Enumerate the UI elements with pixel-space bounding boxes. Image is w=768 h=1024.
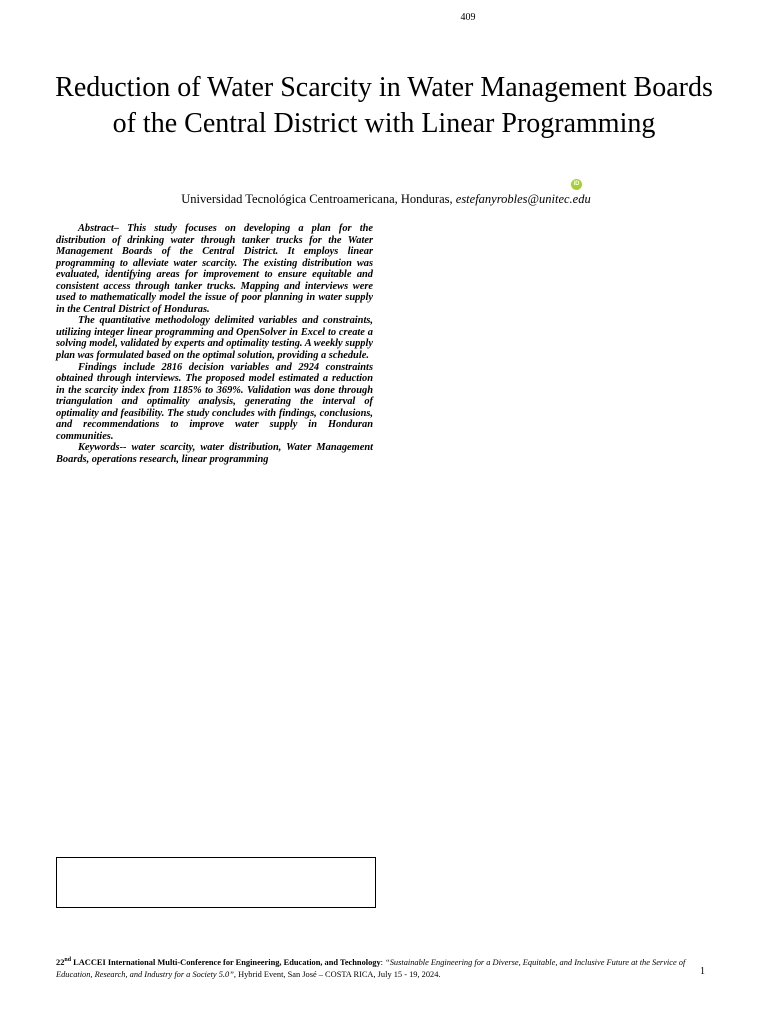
conference-theme: “Sustainable Engineering for a Diverse, Equitable, and Inclusive Future at the Service of Education, Research, and Industry for a Society 5.0”: [56, 957, 686, 979]
footnote-box: [56, 857, 376, 908]
conference-event-details: , Hybrid Event, San José – COSTA RICA, July 15 - 19, 2024.: [233, 969, 441, 979]
paper-title: Reduction of Water Scarcity in Water Management Boards of the Central District with Linear Programming: [55, 72, 713, 139]
page-number: 409: [460, 12, 476, 23]
conference-footer: [56, 954, 716, 981]
abstract-paragraph-2: The quantitative methodology delimited variables and constraints, utilizing integer linear programming and OpenSolver in Excel to create a solving model, validated by experts and optimality testing. A weekly supply plan was formulated based on the optimal solution, providing a schedule.: [56, 315, 373, 362]
footer-page-number: 1: [700, 966, 705, 977]
conference-title: LACCEI International Multi-Conference for Engineering, Education, and Technology: [71, 957, 381, 967]
footer-colon: :: [380, 957, 386, 967]
abstract-paragraph-1: Abstract– This study focuses on developing a plan for the distribution of drinking water through tanker trucks for the Water Management Boards of the Central District. It employs linear programming to alleviate water scarcity. The existing distribution was evaluated, identifying areas for improvement to ensure equitable and consistent access through tanker trucks. Mapping and interviews were used to mathematically model the issue of poor planning in water supply in the Central District of Honduras.: [56, 223, 373, 315]
author-affiliation: [0, 192, 768, 207]
abstract-section: [56, 223, 373, 465]
abstract-paragraph-3: Findings include 2816 decision variables and 2924 constraints obtained through interviews. The proposed model estimated a reduction in the scarcity index from 1185% to 369%. Validation was done through triangulation and optimality analysis, generating the interval of optimality and feasibility. The study concludes with findings, conclusions, and recommendations to improve water supply in Honduran communities.: [56, 361, 373, 442]
footer-conference-name: [56, 958, 381, 967]
conference-ordinal-suffix: nd: [64, 957, 72, 963]
keywords-paragraph: Keywords-- water scarcity, water distribution, Water Management Boards, operations research, linear programming: [56, 442, 373, 465]
institution-text: Universidad Tecnológica Centroamericana, Honduras,: [181, 192, 453, 206]
orcid-icon[interactable]: iD: [571, 179, 582, 190]
conference-number: 22: [56, 957, 65, 967]
author-email[interactable]: estefanyrobles@unitec.edu: [455, 192, 591, 206]
